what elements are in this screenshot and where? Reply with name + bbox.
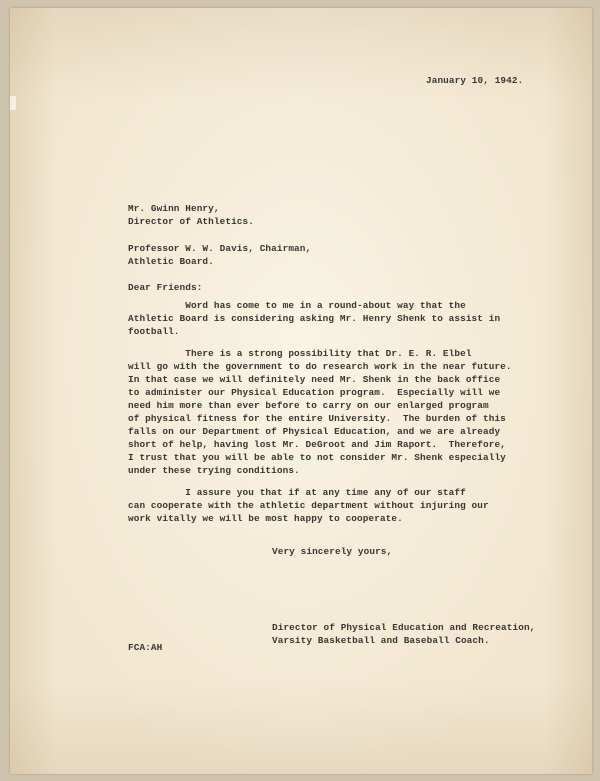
signature-title-line: Director of Physical Education and Recreation, bbox=[272, 622, 536, 633]
signature-title-line: Varsity Basketball and Baseball Coach. bbox=[272, 635, 490, 646]
paragraph-2-line: under these trying conditions. bbox=[128, 465, 300, 476]
paragraph-2-line: of physical fitness for the entire University. The burden of this bbox=[128, 413, 506, 424]
paragraph-3-line: I assure you that if at any time any of our staff bbox=[128, 487, 466, 498]
letter-page bbox=[10, 8, 592, 774]
reference-initials: FCA:AH bbox=[128, 642, 163, 653]
paragraph-3-line: can cooperate with the athletic department without injuring our bbox=[128, 500, 489, 511]
page-edge-mark bbox=[10, 96, 16, 110]
recipient-line: Mr. Gwinn Henry, bbox=[128, 203, 220, 214]
paragraph-2-line: There is a strong possibility that Dr. E. R. Elbel bbox=[128, 348, 472, 359]
closing: Very sincerely yours, bbox=[272, 546, 393, 557]
paragraph-3-line: work vitally we will be most happy to cooperate. bbox=[128, 513, 403, 524]
paragraph-2-line: to administer our Physical Education program. Especially will we bbox=[128, 387, 501, 398]
recipient-line: Director of Athletics. bbox=[128, 216, 254, 227]
paragraph-2-line: need him more than ever before to carry on our enlarged program bbox=[128, 400, 489, 411]
salutation: Dear Friends: bbox=[128, 282, 203, 293]
recipient-line: Athletic Board. bbox=[128, 256, 214, 267]
recipient-line: Professor W. W. Davis, Chairman, bbox=[128, 243, 312, 254]
letter-date: January 10, 1942. bbox=[426, 75, 524, 86]
paragraph-1-line: Athletic Board is considering asking Mr. Henry Shenk to assist in bbox=[128, 313, 501, 324]
paragraph-2-line: In that case we will definitely need Mr. Shenk in the back office bbox=[128, 374, 501, 385]
paragraph-2-line: will go with the government to do research work in the near future. bbox=[128, 361, 512, 372]
paragraph-1-line: football. bbox=[128, 326, 180, 337]
paragraph-1-line: Word has come to me in a round-about way that the bbox=[128, 300, 466, 311]
paragraph-2-line: I trust that you will be able to not consider Mr. Shenk especially bbox=[128, 452, 506, 463]
paragraph-2-line: falls on our Department of Physical Education, and we are already bbox=[128, 426, 501, 437]
paragraph-2-line: short of help, having lost Mr. DeGroot and Jim Raport. Therefore, bbox=[128, 439, 506, 450]
